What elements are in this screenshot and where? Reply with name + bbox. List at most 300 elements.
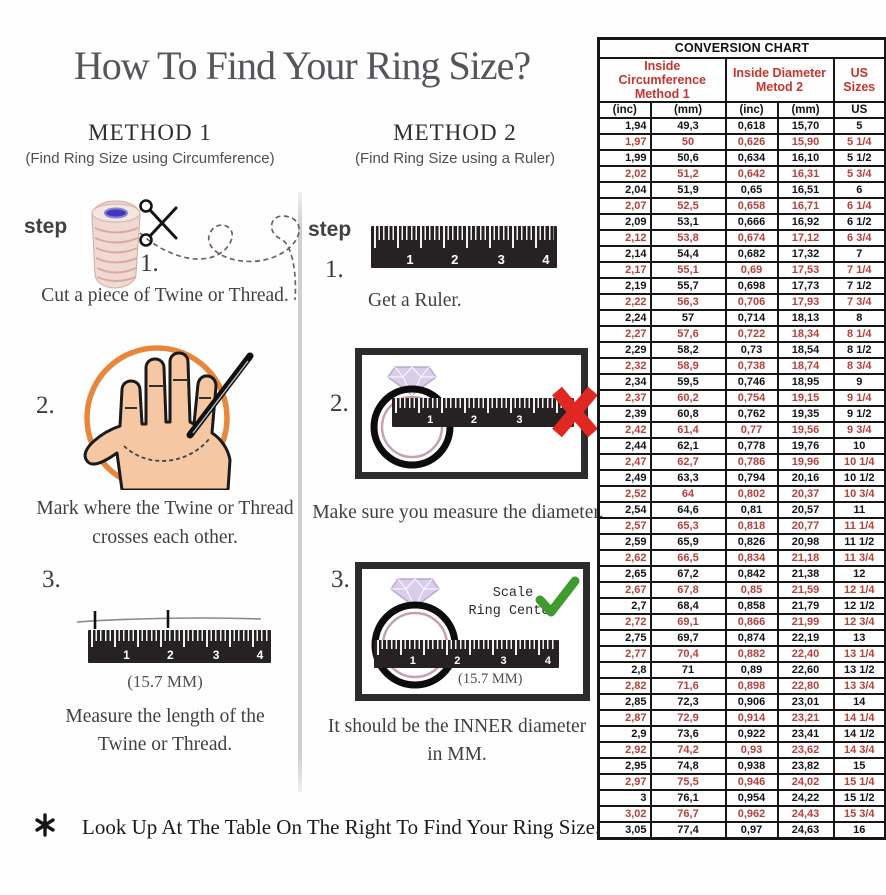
column-header: US <box>834 102 886 118</box>
table-cell: 0,938 <box>726 758 778 774</box>
table-cell: 8 1/4 <box>834 326 886 342</box>
table-cell: 17,32 <box>778 246 834 262</box>
table-cell: 2,09 <box>599 214 651 230</box>
table-row <box>599 342 886 358</box>
table-cell: 11 1/2 <box>834 534 886 550</box>
table-cell: 7 3/4 <box>834 294 886 310</box>
table-cell: 51,9 <box>651 182 726 198</box>
table-cell: 2,92 <box>599 742 651 758</box>
method2-step3-text-line2: in MM. <box>427 744 487 765</box>
table-cell: 18,13 <box>778 310 834 326</box>
table-cell: 15,70 <box>778 118 834 134</box>
ruler-number: 3 <box>516 414 523 426</box>
table-cell: 2,95 <box>599 758 651 774</box>
column-header: (mm) <box>651 102 726 118</box>
table-row <box>599 310 886 326</box>
table-cell: 17,73 <box>778 278 834 294</box>
ruler-number: 1 <box>406 252 414 267</box>
table-cell: 13 1/2 <box>834 662 886 678</box>
table-row <box>599 614 886 630</box>
table-cell: 0,922 <box>726 726 778 742</box>
method2-step1-text: Get a Ruler. <box>368 290 462 311</box>
table-cell: 21,38 <box>778 566 834 582</box>
table-cell: 73,6 <box>651 726 726 742</box>
table-row <box>599 470 886 486</box>
column-header: (mm) <box>778 102 834 118</box>
table-cell: 7 <box>834 246 886 262</box>
table-cell: 2,07 <box>599 198 651 214</box>
table-cell: 2,37 <box>599 390 651 406</box>
group-header-us-sizes: US Sizes <box>834 58 886 102</box>
table-cell: 12 1/4 <box>834 582 886 598</box>
table-cell: 0,906 <box>726 694 778 710</box>
method2-heading: METHOD 2 <box>393 120 517 145</box>
table-cell: 11 <box>834 502 886 518</box>
table-cell: 55,7 <box>651 278 726 294</box>
method2-step1-number: 1. <box>325 256 344 283</box>
table-cell: 20,98 <box>778 534 834 550</box>
table-cell: 65,9 <box>651 534 726 550</box>
table-cell: 12 <box>834 566 886 582</box>
footer-note <box>34 813 600 842</box>
table-cell: 0,618 <box>726 118 778 134</box>
table-cell: 15 3/4 <box>834 806 886 822</box>
table-cell: 0,778 <box>726 438 778 454</box>
table-row <box>599 630 886 646</box>
table-cell: 12 1/2 <box>834 598 886 614</box>
table-cell: 18,95 <box>778 374 834 390</box>
group-header-line: Metod 2 <box>755 79 804 94</box>
table-cell: 0,674 <box>726 230 778 246</box>
table-cell: 11 1/4 <box>834 518 886 534</box>
table-cell: 72,3 <box>651 694 726 710</box>
method1-step3-text-line1: Measure the length of the <box>65 706 265 727</box>
ruler-illustration-m2 <box>371 226 557 268</box>
hand-circle-illustration <box>62 338 262 490</box>
ruler-number: 3 <box>500 655 507 667</box>
table-cell: 16,10 <box>778 150 834 166</box>
table-cell: 55,1 <box>651 262 726 278</box>
ruler-major-ticks <box>377 640 556 655</box>
table-cell: 53,8 <box>651 230 726 246</box>
ruler-number: 1 <box>427 414 434 426</box>
table-cell: 62,1 <box>651 438 726 454</box>
table-cell: 5 3/4 <box>834 166 886 182</box>
method1-step1-text: Cut a piece of Twine or Thread. <box>41 285 289 306</box>
ruler-number: 1 <box>123 648 130 662</box>
table-cell: 0,658 <box>726 198 778 214</box>
table-cell: 23,21 <box>778 710 834 726</box>
table-cell: 0,834 <box>726 550 778 566</box>
table-cell: 17,12 <box>778 230 834 246</box>
table-cell: 24,02 <box>778 774 834 790</box>
table-cell: 2,97 <box>599 774 651 790</box>
table-row <box>599 454 886 470</box>
table-cell: 6 1/4 <box>834 198 886 214</box>
ruler-number: 4 <box>542 252 550 267</box>
method1-step2-number: 2. <box>36 392 55 419</box>
method1-step3-text-line2: Twine or Thread. <box>97 734 233 755</box>
table-cell: 1,94 <box>599 118 651 134</box>
annotation-ring-center: Ring Center <box>468 604 558 619</box>
table-cell: 22,60 <box>778 662 834 678</box>
method1-step3-note: (15.7 MM) <box>127 672 203 691</box>
group-header-line: Inside Diameter <box>732 65 827 80</box>
table-row <box>599 278 886 294</box>
measured-thread-illustration <box>75 608 265 630</box>
table-cell: 19,76 <box>778 438 834 454</box>
table-cell: 77,4 <box>651 822 726 839</box>
table-row <box>599 822 886 839</box>
table-cell: 2,44 <box>599 438 651 454</box>
table-cell: 72,9 <box>651 710 726 726</box>
ruler-number: 2 <box>451 252 459 267</box>
table-cell: 14 <box>834 694 886 710</box>
table-cell: 5 <box>834 118 886 134</box>
method2-step-label: step <box>308 218 352 241</box>
table-cell: 0,89 <box>726 662 778 678</box>
table-cell: 3,02 <box>599 806 651 822</box>
table-cell: 52,5 <box>651 198 726 214</box>
method1-step1-number: 1. <box>140 250 159 277</box>
table-cell: 0,762 <box>726 406 778 422</box>
table-cell: 0,802 <box>726 486 778 502</box>
wrong-measure-box <box>355 348 588 479</box>
table-cell: 71 <box>651 662 726 678</box>
table-cell: 0,93 <box>726 742 778 758</box>
table-cell: 18,34 <box>778 326 834 342</box>
table-cell: 20,57 <box>778 502 834 518</box>
table-group-header-row <box>599 58 886 102</box>
table-cell: 16,51 <box>778 182 834 198</box>
ruler-major-ticks <box>91 630 268 647</box>
table-cell: 24,22 <box>778 790 834 806</box>
table-cell: 7 1/2 <box>834 278 886 294</box>
ruler-number: 4 <box>256 648 264 662</box>
table-cell: 21,79 <box>778 598 834 614</box>
table-row <box>599 550 886 566</box>
method2-step3-text-line1: It should be the INNER diameter <box>327 716 587 737</box>
table-cell: 20,37 <box>778 486 834 502</box>
table-cell: 22,19 <box>778 630 834 646</box>
table-cell: 74,8 <box>651 758 726 774</box>
table-cell: 2,32 <box>599 358 651 374</box>
method2-step3-note: (15.7 MM) <box>458 671 523 687</box>
annotation-scale: Scale <box>492 586 534 601</box>
table-cell: 2,12 <box>599 230 651 246</box>
table-cell: 57 <box>651 310 726 326</box>
table-cell: 5 1/2 <box>834 150 886 166</box>
table-cell: 9 1/4 <box>834 390 886 406</box>
table-row <box>599 678 886 694</box>
table-cell: 9 <box>834 374 886 390</box>
table-cell: 59,5 <box>651 374 726 390</box>
table-row <box>599 134 886 150</box>
table-cell: 10 <box>834 438 886 454</box>
table-row <box>599 406 886 422</box>
table-row <box>599 358 886 374</box>
table-cell: 67,8 <box>651 582 726 598</box>
table-cell: 9 1/2 <box>834 406 886 422</box>
table-row <box>599 166 886 182</box>
table-cell: 13 <box>834 630 886 646</box>
table-row <box>599 806 886 822</box>
table-row <box>599 694 886 710</box>
table-row <box>599 390 886 406</box>
table-cell: 0,97 <box>726 822 778 839</box>
spool-hole <box>105 209 127 218</box>
table-cell: 8 3/4 <box>834 358 886 374</box>
table-cell: 0,65 <box>726 182 778 198</box>
table-cell: 75,5 <box>651 774 726 790</box>
table-cell: 15,90 <box>778 134 834 150</box>
table-cell: 19,96 <box>778 454 834 470</box>
table-cell: 2,34 <box>599 374 651 390</box>
table-row <box>599 214 886 230</box>
column-header: (inc) <box>726 102 778 118</box>
group-header-diameter <box>726 58 834 102</box>
green-check-icon <box>534 575 580 619</box>
table-title-row <box>599 39 886 58</box>
table-cell: 2,22 <box>599 294 651 310</box>
table-row <box>599 150 886 166</box>
table-cell: 9 3/4 <box>834 422 886 438</box>
table-cell: 0,682 <box>726 246 778 262</box>
table-cell: 19,35 <box>778 406 834 422</box>
ruler-number: 3 <box>497 252 505 267</box>
table-cell: 0,73 <box>726 342 778 358</box>
table-cell: 0,722 <box>726 326 778 342</box>
table-cell: 2,59 <box>599 534 651 550</box>
method2-step2-number: 2. <box>330 390 349 417</box>
table-cell: 13 1/4 <box>834 646 886 662</box>
table-cell: 2,87 <box>599 710 651 726</box>
table-cell: 2,9 <box>599 726 651 742</box>
table-cell: 74,2 <box>651 742 726 758</box>
method2-step3-number: 3. <box>331 566 350 593</box>
table-cell: 56,3 <box>651 294 726 310</box>
table-cell: 0,786 <box>726 454 778 470</box>
method1-step2-text-line1: Mark where the Twine or Thread <box>36 498 294 519</box>
table-cell: 66,5 <box>651 550 726 566</box>
table-cell: 24,43 <box>778 806 834 822</box>
table-cell: 58,9 <box>651 358 726 374</box>
ruler-illustration-box3 <box>374 640 559 668</box>
table-cell: 0,898 <box>726 678 778 694</box>
table-cell: 49,3 <box>651 118 726 134</box>
table-cell: 22,40 <box>778 646 834 662</box>
table-cell: 51,2 <box>651 166 726 182</box>
table-cell: 2,77 <box>599 646 651 662</box>
ruler-number: 2 <box>167 648 174 662</box>
table-cell: 18,54 <box>778 342 834 358</box>
table-row <box>599 518 886 534</box>
table-cell: 14 3/4 <box>834 742 886 758</box>
table-cell: 16 <box>834 822 886 839</box>
table-row <box>599 262 886 278</box>
table-row <box>599 710 886 726</box>
method1-step2-text-line2: crosses each other. <box>92 527 238 548</box>
table-cell: 0,754 <box>726 390 778 406</box>
table-cell: 23,01 <box>778 694 834 710</box>
table-row <box>599 438 886 454</box>
table-subheader-row <box>599 102 886 118</box>
table-row <box>599 294 886 310</box>
table-cell: 0,794 <box>726 470 778 486</box>
method1-heading: METHOD 1 <box>88 120 212 145</box>
conversion-chart <box>597 37 884 840</box>
conversion-table <box>597 37 886 840</box>
table-row <box>599 374 886 390</box>
table-cell: 10 1/4 <box>834 454 886 470</box>
table-cell: 2,82 <box>599 678 651 694</box>
table-cell: 6 <box>834 182 886 198</box>
footer-text: Look Up At The Table On The Right To Find Your Ring Size. <box>82 815 601 839</box>
table-cell: 17,53 <box>778 262 834 278</box>
table-cell: 19,15 <box>778 390 834 406</box>
table-body <box>599 118 886 839</box>
table-row <box>599 246 886 262</box>
table-cell: 0,714 <box>726 310 778 326</box>
table-cell: 24,63 <box>778 822 834 839</box>
table-cell: 23,82 <box>778 758 834 774</box>
table-row <box>599 534 886 550</box>
table-row <box>599 774 886 790</box>
table-row <box>599 582 886 598</box>
table-row <box>599 598 886 614</box>
group-header-line: Method 1 <box>634 86 690 101</box>
table-cell: 17,93 <box>778 294 834 310</box>
ruler-number: 2 <box>470 414 477 426</box>
table-cell: 15 1/2 <box>834 790 886 806</box>
table-cell: 19,56 <box>778 422 834 438</box>
table-cell: 2,49 <box>599 470 651 486</box>
table-cell: 0,882 <box>726 646 778 662</box>
table-cell: 50 <box>651 134 726 150</box>
table-cell: 0,642 <box>726 166 778 182</box>
table-cell: 22,80 <box>778 678 834 694</box>
table-cell: 21,18 <box>778 550 834 566</box>
table-cell: 6 3/4 <box>834 230 886 246</box>
table-row <box>599 726 886 742</box>
table-row <box>599 758 886 774</box>
group-header-line: Inside Circumference <box>618 58 707 87</box>
table-cell: 2,72 <box>599 614 651 630</box>
table-row <box>599 566 886 582</box>
table-cell: 0,738 <box>726 358 778 374</box>
table-row <box>599 662 886 678</box>
ruler-illustration-box2 <box>392 398 574 427</box>
table-cell: 2,24 <box>599 310 651 326</box>
table-cell: 20,77 <box>778 518 834 534</box>
table-cell: 2,75 <box>599 630 651 646</box>
table-cell: 8 <box>834 310 886 326</box>
table-cell: 1,99 <box>599 150 651 166</box>
table-row <box>599 486 886 502</box>
table-row <box>599 198 886 214</box>
table-cell: 2,8 <box>599 662 651 678</box>
table-cell: 7 1/4 <box>834 262 886 278</box>
table-cell: 0,874 <box>726 630 778 646</box>
table-cell: 0,69 <box>726 262 778 278</box>
table-row <box>599 118 886 134</box>
table-cell: 2,7 <box>599 598 651 614</box>
red-x-icon <box>550 383 600 441</box>
table-cell: 23,41 <box>778 726 834 742</box>
table-cell: 10 3/4 <box>834 486 886 502</box>
table-row <box>599 790 886 806</box>
table-cell: 5 1/4 <box>834 134 886 150</box>
table-cell: 2,42 <box>599 422 651 438</box>
table-cell: 6 1/2 <box>834 214 886 230</box>
table-cell: 2,67 <box>599 582 651 598</box>
table-cell: 0,698 <box>726 278 778 294</box>
table-row <box>599 646 886 662</box>
table-cell: 60,2 <box>651 390 726 406</box>
table-cell: 0,826 <box>726 534 778 550</box>
asterisk-icon <box>34 813 56 842</box>
table-cell: 11 3/4 <box>834 550 886 566</box>
group-header-circumference <box>599 58 726 102</box>
ruler-major-ticks <box>395 398 571 413</box>
table-cell: 0,85 <box>726 582 778 598</box>
table-cell: 58,2 <box>651 342 726 358</box>
table-cell: 2,47 <box>599 454 651 470</box>
table-cell: 61,4 <box>651 422 726 438</box>
table-cell: 13 3/4 <box>834 678 886 694</box>
table-cell: 15 1/4 <box>834 774 886 790</box>
table-cell: 69,7 <box>651 630 726 646</box>
table-cell: 69,1 <box>651 614 726 630</box>
table-cell: 62,7 <box>651 454 726 470</box>
table-cell: 21,59 <box>778 582 834 598</box>
table-cell: 2,65 <box>599 566 651 582</box>
column-header: (inc) <box>599 102 651 118</box>
table-cell: 20,16 <box>778 470 834 486</box>
table-cell: 2,17 <box>599 262 651 278</box>
table-cell: 2,02 <box>599 166 651 182</box>
table-title: CONVERSION CHART <box>599 39 886 58</box>
table-cell: 16,92 <box>778 214 834 230</box>
table-cell: 0,954 <box>726 790 778 806</box>
table-row <box>599 742 886 758</box>
table-cell: 2,29 <box>599 342 651 358</box>
table-cell: 71,6 <box>651 678 726 694</box>
table-cell: 54,4 <box>651 246 726 262</box>
table-cell: 67,2 <box>651 566 726 582</box>
table-row <box>599 182 886 198</box>
table-row <box>599 230 886 246</box>
table-cell: 3,05 <box>599 822 651 839</box>
table-cell: 0,866 <box>726 614 778 630</box>
table-cell: 64 <box>651 486 726 502</box>
table-cell: 2,27 <box>599 326 651 342</box>
table-cell: 23,62 <box>778 742 834 758</box>
table-cell: 0,914 <box>726 710 778 726</box>
table-cell: 0,77 <box>726 422 778 438</box>
table-row <box>599 502 886 518</box>
table-cell: 18,74 <box>778 358 834 374</box>
table-cell: 50,6 <box>651 150 726 166</box>
table-cell: 0,666 <box>726 214 778 230</box>
table-cell: 0,946 <box>726 774 778 790</box>
table-cell: 21,99 <box>778 614 834 630</box>
table-cell: 14 1/4 <box>834 710 886 726</box>
table-cell: 16,71 <box>778 198 834 214</box>
table-cell: 0,818 <box>726 518 778 534</box>
table-cell: 60,8 <box>651 406 726 422</box>
table-cell: 53,1 <box>651 214 726 230</box>
